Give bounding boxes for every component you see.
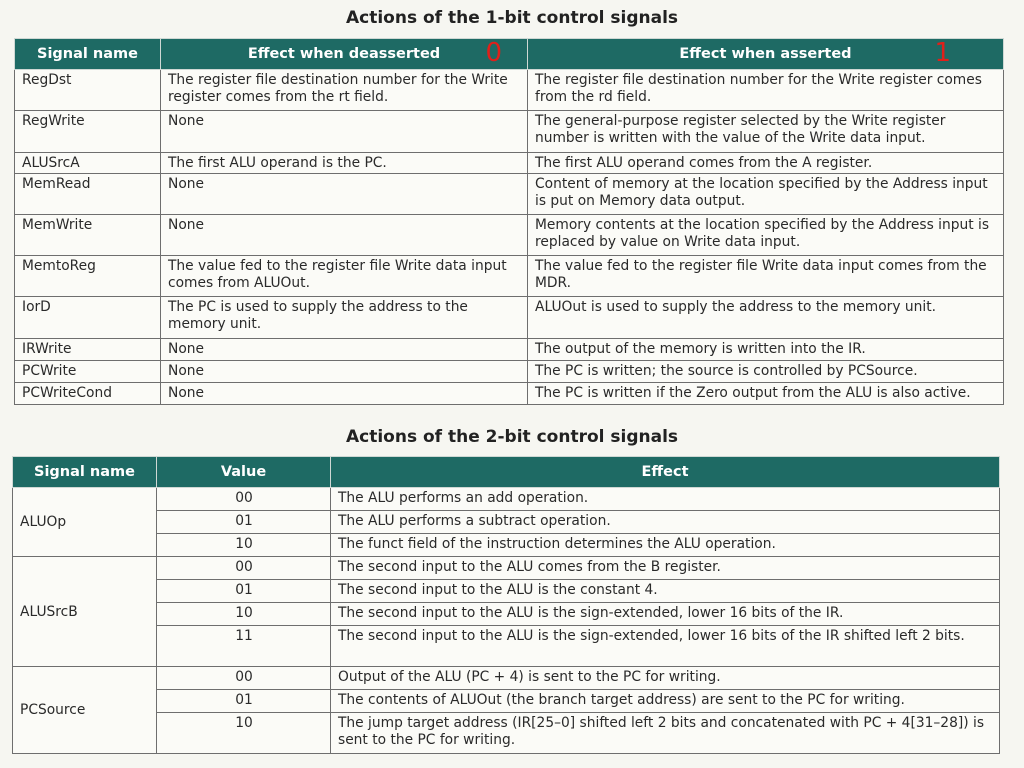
table-row [13,713,1000,754]
signal-name: IorD [15,297,161,339]
header-value: Value [157,457,331,488]
asserted-effect: The output of the memory is written into the IR. [528,339,1004,361]
signal-name: PCWriteCond [15,383,161,405]
table-row [13,488,1000,511]
deasserted-effect: None [161,383,528,405]
asserted-effect: Content of memory at the location specified by the Address input is put on Memory data output. [528,174,1004,215]
table-row [15,111,1004,153]
table-row [13,690,1000,713]
table-row [15,174,1004,215]
signal-effect: The funct field of the instruction determines the ALU operation. [331,534,1000,557]
signal-value: 01 [157,580,331,603]
asserted-effect: The register file destination number for the Write register comes from the rd field. [528,70,1004,111]
deasserted-effect: None [161,215,528,256]
asserted-effect: ALUOut is used to supply the address to the memory unit. [528,297,1004,339]
asserted-effect: The PC is written if the Zero output from the ALU is also active. [528,383,1004,405]
deasserted-effect: None [161,174,528,215]
signal-name: MemRead [15,174,161,215]
table-row [15,383,1004,405]
handwritten-one-mark: 1 [934,38,951,68]
signal-name: ALUSrcA [15,153,161,174]
signal-effect: The second input to the ALU comes from the B register. [331,557,1000,580]
table-row [15,339,1004,361]
signal-name: RegWrite [15,111,161,153]
signal-effect: The ALU performs an add operation. [331,488,1000,511]
handwritten-zero-mark: 0 [485,38,502,68]
table-row [13,603,1000,626]
signal-name: PCWrite [15,361,161,383]
table-row [15,361,1004,383]
signal-group-name: PCSource [13,667,157,754]
table1-title: Actions of the 1-bit control signals [345,8,679,28]
table-row [13,667,1000,690]
table-row [13,580,1000,603]
signal-value: 11 [157,626,331,667]
header-effect: Effect [331,457,1000,488]
header-signal-name: Signal name [15,39,161,70]
deasserted-effect: None [161,111,528,153]
table-row [15,70,1004,111]
table-row [15,153,1004,174]
signal-effect: The second input to the ALU is the constant 4. [331,580,1000,603]
asserted-effect: The first ALU operand comes from the A register. [528,153,1004,174]
table-row [15,297,1004,339]
signal-effect: Output of the ALU (PC + 4) is sent to the PC for writing. [331,667,1000,690]
signal-group-name: ALUOp [13,488,157,557]
deasserted-effect: The first ALU operand is the PC. [161,153,528,174]
signal-value: 00 [157,488,331,511]
two-bit-signals-table [12,456,1000,754]
table-row [13,534,1000,557]
deasserted-effect: The value fed to the register file Write data input comes from ALUOut. [161,256,528,297]
signal-value: 00 [157,667,331,690]
table-row [15,256,1004,297]
one-bit-signals-table [14,38,1004,405]
asserted-effect: The general-purpose register selected by the Write register number is written with the value of the Write data input. [528,111,1004,153]
asserted-effect: The value fed to the register file Write data input comes from the MDR. [528,256,1004,297]
signal-group-name: ALUSrcB [13,557,157,667]
deasserted-effect: None [161,361,528,383]
signal-effect: The second input to the ALU is the sign-extended, lower 16 bits of the IR. [331,603,1000,626]
signal-value: 10 [157,534,331,557]
table2-title: Actions of the 2-bit control signals [345,427,679,447]
signal-effect: The jump target address (IR[25–0] shifted left 2 bits and concatenated with PC + 4[31–28]) is sent to the PC for writing. [331,713,1000,754]
signal-effect: The ALU performs a subtract operation. [331,511,1000,534]
table-header-row [15,39,1004,70]
deasserted-effect: The PC is used to supply the address to the memory unit. [161,297,528,339]
signal-name: MemWrite [15,215,161,256]
deasserted-effect: None [161,339,528,361]
table-row [13,511,1000,534]
asserted-effect: The PC is written; the source is controlled by PCSource. [528,361,1004,383]
signal-value: 01 [157,511,331,534]
header-signal-name: Signal name [13,457,157,488]
signal-effect: The second input to the ALU is the sign-extended, lower 16 bits of the IR shifted left 2 bits. [331,626,1000,667]
table-row [13,626,1000,667]
signal-value: 00 [157,557,331,580]
signal-effect: The contents of ALUOut (the branch target address) are sent to the PC for writing. [331,690,1000,713]
signal-value: 10 [157,603,331,626]
header-asserted: Effect when asserted 1 [528,39,1004,70]
deasserted-effect: The register file destination number for the Write register comes from the rt field. [161,70,528,111]
signal-name: RegDst [15,70,161,111]
table-row [15,215,1004,256]
table-header-row [13,457,1000,488]
table-row [13,557,1000,580]
header-deasserted: Effect when deasserted 0 [161,39,528,70]
signal-value: 10 [157,713,331,754]
signal-value: 01 [157,690,331,713]
signal-name: MemtoReg [15,256,161,297]
signal-name: IRWrite [15,339,161,361]
asserted-effect: Memory contents at the location specified by the Address input is replaced by value on Write data input. [528,215,1004,256]
